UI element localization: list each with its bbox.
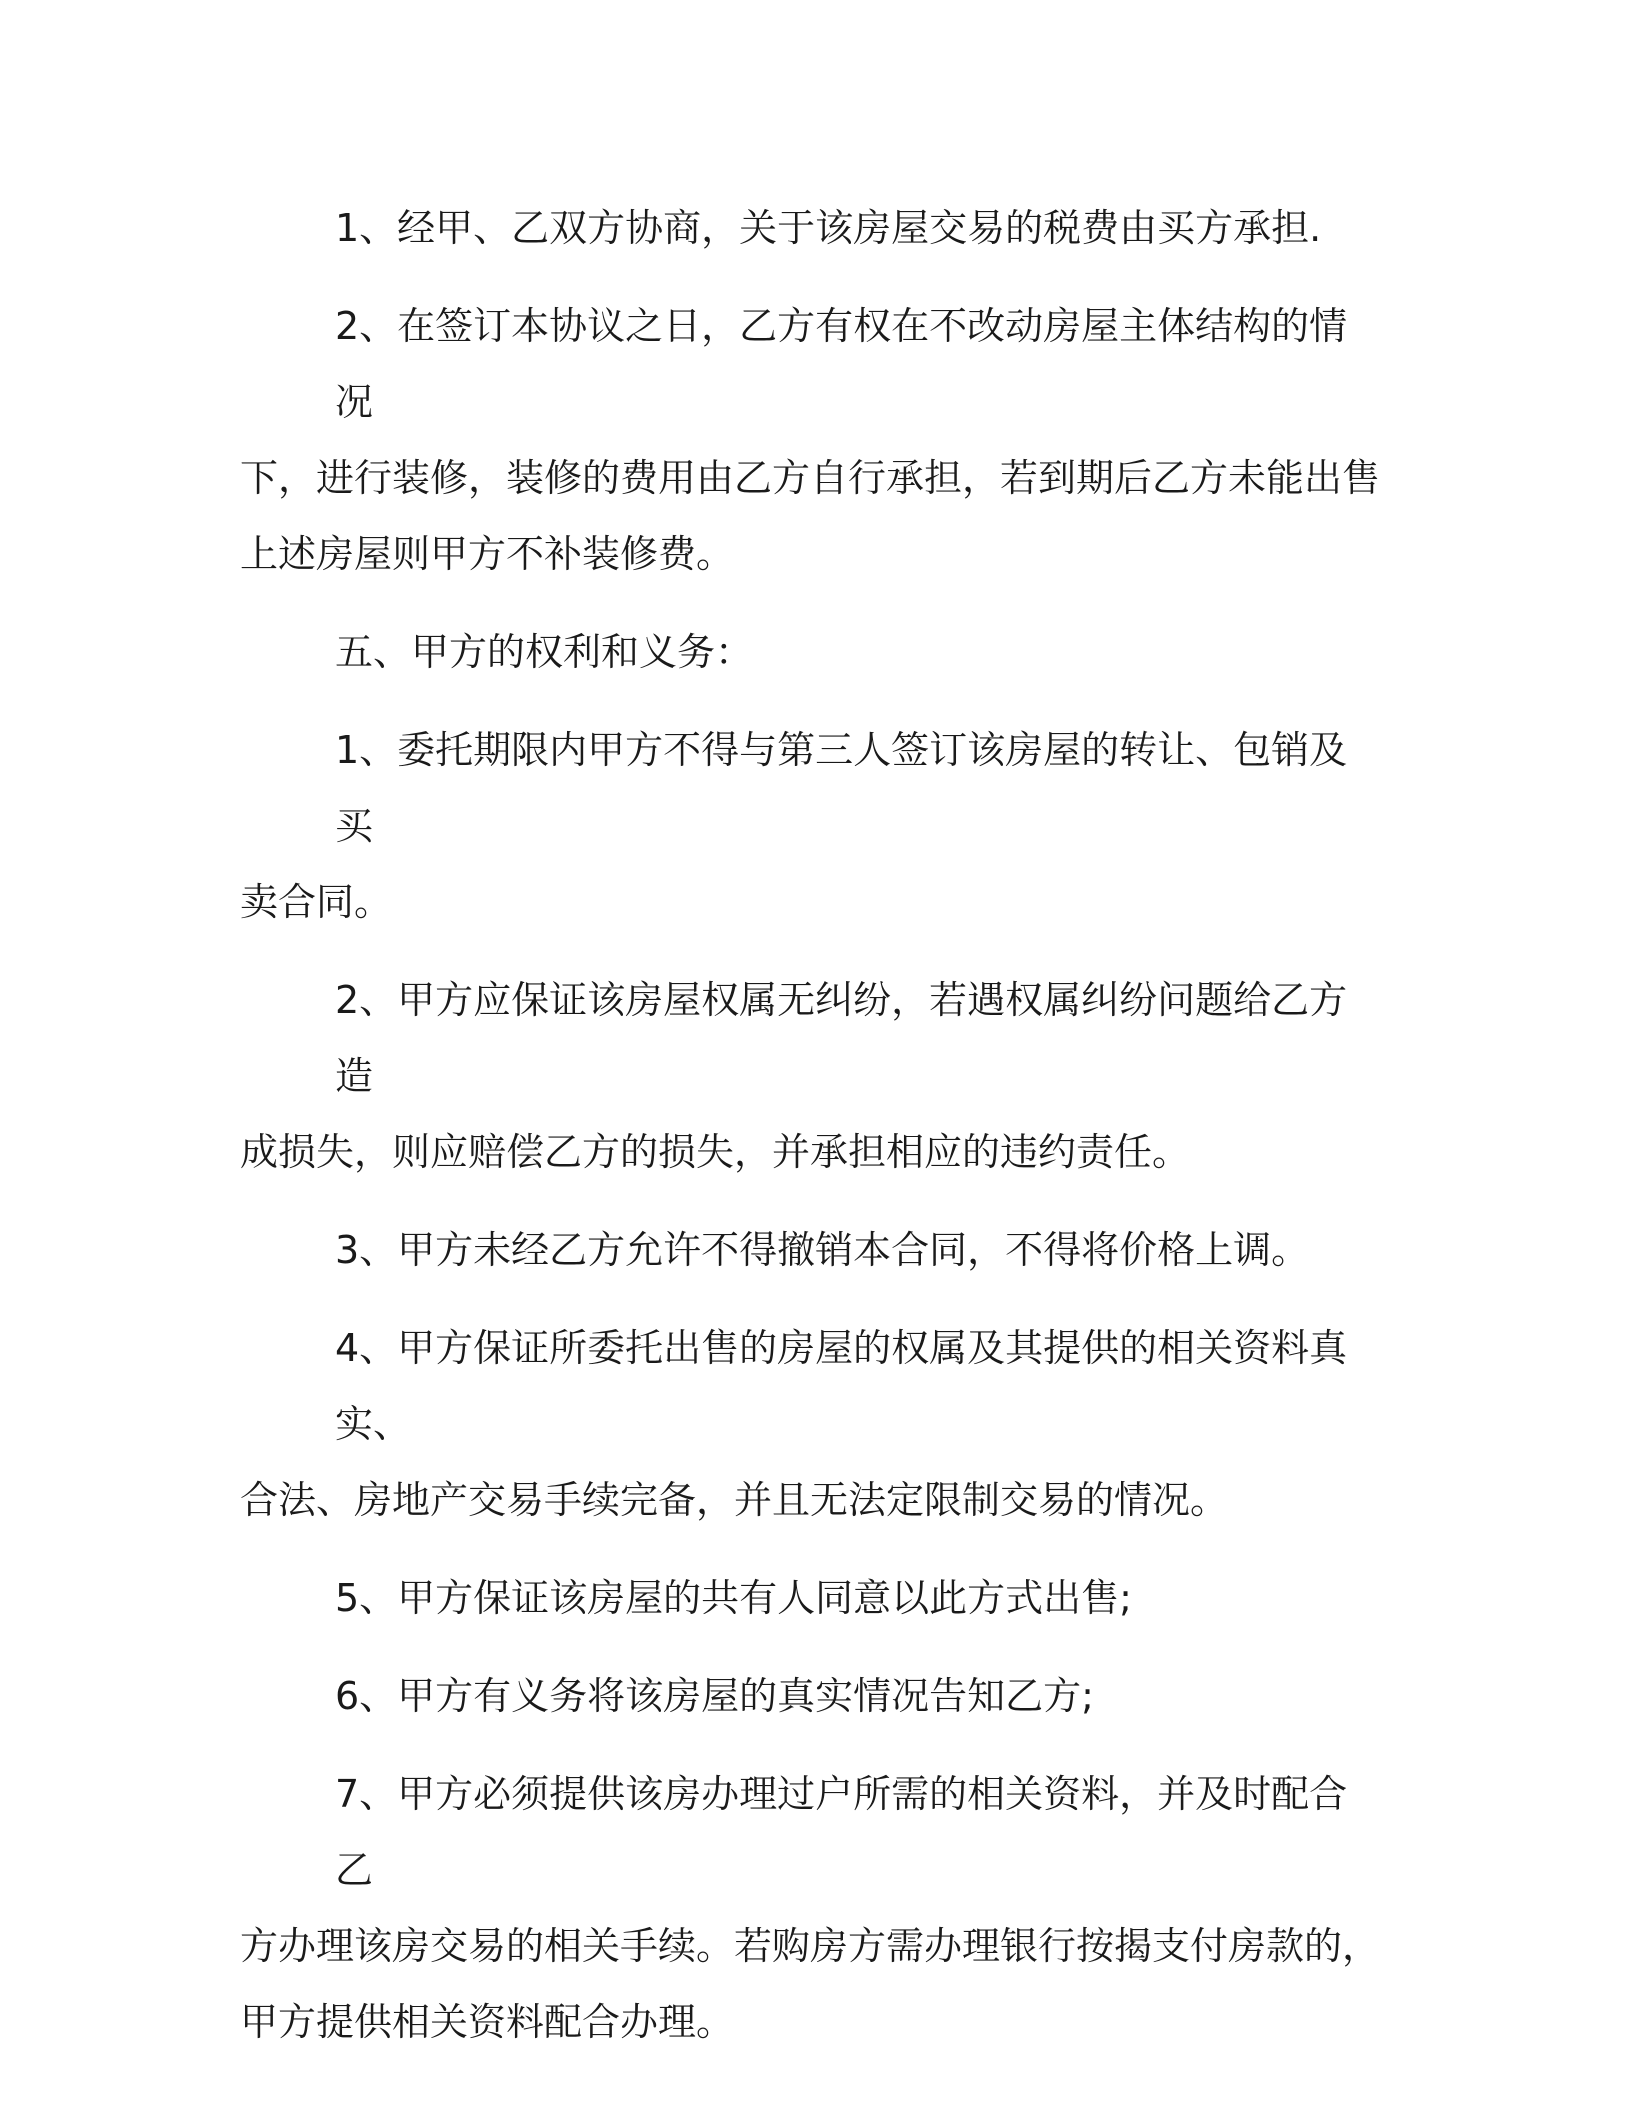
paragraph-authentic-documents xyxy=(240,1310,1380,1538)
paragraph-line: 1、经甲、乙双方协商，关于该房屋交易的税费由买方承担. xyxy=(335,206,1322,250)
paragraph-line: 4、甲方保证所委托出售的房屋的权属及其提供的相关资料真实、 xyxy=(335,1326,1348,1446)
paragraph-line: 1、委托期限内甲方不得与第三人签订该房屋的转让、包销及买 xyxy=(335,728,1348,848)
paragraph-line: 5、甲方保证该房屋的共有人同意以此方式出售; xyxy=(335,1576,1132,1620)
paragraph-renovation xyxy=(240,288,1380,592)
paragraph-line: 2、甲方应保证该房屋权属无纠纷，若遇权属纠纷问题给乙方造 xyxy=(335,978,1348,1098)
document-page xyxy=(240,190,1380,2082)
paragraph-no-revoke xyxy=(240,1212,1380,1288)
paragraph-tax-fees xyxy=(240,190,1380,266)
section-heading-party-a-rights xyxy=(240,614,1380,690)
paragraph-ownership-dispute xyxy=(240,962,1380,1190)
paragraph-transfer-documents xyxy=(240,1756,1380,2060)
paragraph-co-owner-consent xyxy=(240,1560,1380,1636)
paragraph-line: 卖合同。 xyxy=(240,880,393,924)
paragraph-line: 6、甲方有义务将该房屋的真实情况告知乙方; xyxy=(335,1674,1094,1718)
paragraph-line: 合法、房地产交易手续完备，并且无法定限制交易的情况。 xyxy=(240,1478,1229,1522)
paragraph-line: 成损失，则应赔偿乙方的损失，并承担相应的违约责任。 xyxy=(240,1130,1191,1174)
paragraph-no-third-party xyxy=(240,712,1380,940)
paragraph-line: 下，进行装修，装修的费用由乙方自行承担，若到期后乙方未能出售 xyxy=(240,456,1381,500)
paragraph-line: 甲方提供相关资料配合办理。 xyxy=(240,2000,735,2044)
paragraph-line: 7、甲方必须提供该房办理过户所需的相关资料，并及时配合乙 xyxy=(335,1772,1348,1892)
paragraph-line: 方办理该房交易的相关手续。若购房方需办理银行按揭支付房款的， xyxy=(240,1924,1381,1968)
paragraph-line: 上述房屋则甲方不补装修费。 xyxy=(240,532,735,576)
paragraph-disclose-condition xyxy=(240,1658,1380,1734)
paragraph-line: 3、甲方未经乙方允许不得撤销本合同，不得将价格上调。 xyxy=(335,1228,1310,1272)
section-heading: 五、甲方的权利和义务： xyxy=(335,630,754,674)
paragraph-line: 2、在签订本协议之日，乙方有权在不改动房屋主体结构的情况 xyxy=(335,304,1348,424)
